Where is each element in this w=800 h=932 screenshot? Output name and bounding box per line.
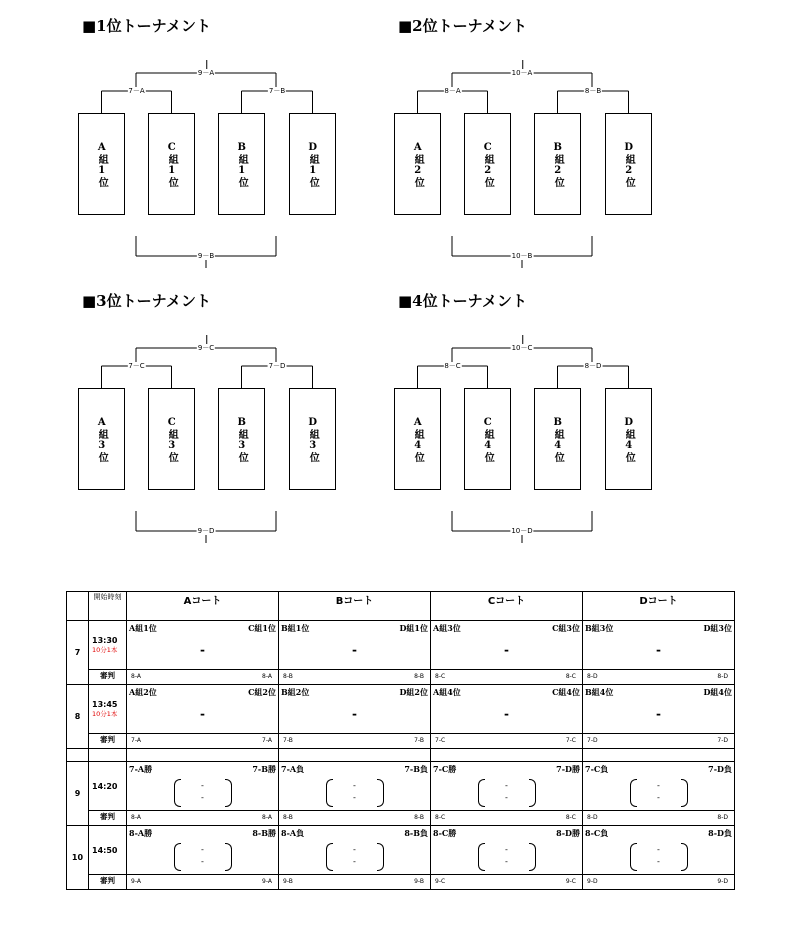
- round-number: 8: [67, 685, 89, 749]
- match-cell: [431, 621, 583, 670]
- match-team-right: 7-B勝: [252, 764, 276, 774]
- referee-left: 9-B: [283, 878, 293, 885]
- score-bracket: [478, 843, 536, 869]
- referee-right: 8-D: [717, 673, 728, 680]
- referee-label: 審判: [89, 670, 127, 685]
- score-dash: -: [505, 793, 508, 802]
- referee-left: 8-D: [587, 814, 598, 821]
- match-cell: [431, 826, 583, 875]
- referee-cell: [431, 811, 583, 826]
- schedule-spacer-row: [67, 749, 735, 762]
- score-dash: -: [200, 707, 205, 721]
- tournament-title: ■3位トーナメント: [82, 292, 212, 310]
- match-cell: [279, 685, 431, 734]
- score-dash: -: [657, 857, 660, 866]
- referee-right: 7-B: [414, 737, 424, 744]
- match-team-right: 7-D勝: [556, 764, 580, 774]
- referee-left: 7-A: [131, 737, 141, 744]
- team-box: [605, 388, 652, 490]
- tournament-title: ■4位トーナメント: [398, 292, 528, 310]
- referee-left: 7-D: [587, 737, 598, 744]
- score-bracket: [630, 843, 688, 869]
- team-box-label: D組1位: [307, 142, 319, 188]
- referee-row: [67, 875, 735, 890]
- header-court-d: Dコート: [583, 592, 735, 621]
- match-team-left: 8-A勝: [129, 828, 153, 838]
- team-box-label: B組2位: [552, 142, 564, 188]
- match-cell: [127, 762, 279, 811]
- match-team-left: 8-A負: [281, 828, 305, 838]
- score-dash: -: [657, 793, 660, 802]
- referee-left: 9-A: [131, 878, 141, 885]
- placement-match-label: 9－D: [197, 527, 215, 535]
- referee-cell: [431, 734, 583, 749]
- score-dash: -: [353, 845, 356, 854]
- match-cell: [127, 685, 279, 734]
- semi-left-match-label: 8－C: [444, 362, 461, 370]
- match-team-right: C組4位: [552, 687, 580, 697]
- score-bracket: [326, 779, 384, 805]
- match-cell: [279, 621, 431, 670]
- round-start-time: 14:20: [92, 781, 118, 791]
- referee-left: 8-B: [283, 814, 293, 821]
- match-team-left: 7-A勝: [129, 764, 153, 774]
- score-bracket: [630, 779, 688, 805]
- score-dash: -: [201, 857, 204, 866]
- semi-right-match-label: 8－B: [584, 87, 602, 95]
- team-box-label: C組2位: [482, 142, 494, 188]
- team-box: [464, 388, 511, 490]
- referee-left: 8-D: [587, 673, 598, 680]
- team-box-label: C組3位: [166, 417, 178, 463]
- round-time: [89, 685, 127, 734]
- score-dash: -: [201, 845, 204, 854]
- score-dash: -: [657, 781, 660, 790]
- semi-right-match-label: 7－D: [268, 362, 286, 370]
- referee-cell: [127, 811, 279, 826]
- match-team-left: B組4位: [585, 687, 614, 697]
- referee-cell: [279, 875, 431, 890]
- referee-right: 8-B: [414, 814, 424, 821]
- match-cell: [279, 826, 431, 875]
- referee-left: 8-C: [435, 814, 446, 821]
- referee-row: [67, 670, 735, 685]
- team-box-label: D組4位: [623, 417, 635, 463]
- round-time: [89, 621, 127, 670]
- score-dash: -: [200, 643, 205, 657]
- match-cell: [583, 685, 735, 734]
- score-dash: -: [656, 707, 661, 721]
- spacer-cell: [127, 749, 279, 762]
- referee-right: 7-C: [565, 737, 576, 744]
- schedule-table: [66, 591, 735, 890]
- round-format-note: 10分1本: [92, 710, 118, 718]
- match-team-left: A組3位: [433, 623, 461, 633]
- team-box-label: A組1位: [96, 142, 108, 188]
- referee-cell: [431, 670, 583, 685]
- match-team-left: 7-C勝: [433, 764, 457, 774]
- referee-left: 9-C: [435, 878, 446, 885]
- match-cell: [583, 762, 735, 811]
- match-team-left: B組3位: [585, 623, 614, 633]
- referee-right: 8-C: [565, 673, 576, 680]
- match-team-left: 7-C負: [585, 764, 609, 774]
- match-team-right: C組2位: [248, 687, 276, 697]
- semi-left-match-label: 8－A: [444, 87, 461, 95]
- score-dash: -: [504, 707, 509, 721]
- semi-left-match-label: 7－C: [128, 362, 145, 370]
- header-court-a: Aコート: [127, 592, 279, 621]
- match-team-right: C組3位: [552, 623, 580, 633]
- match-team-left: 8-C勝: [433, 828, 457, 838]
- header-court-b: Bコート: [279, 592, 431, 621]
- placement-match-label: 9－B: [197, 252, 215, 260]
- match-team-right: 8-D勝: [556, 828, 580, 838]
- referee-right: 8-A: [262, 673, 272, 680]
- match-team-right: 7-B負: [404, 764, 428, 774]
- match-team-right: 8-B勝: [252, 828, 276, 838]
- team-box-label: A組3位: [96, 417, 108, 463]
- placement-match-label: 10－B: [511, 252, 533, 260]
- referee-label: 審判: [89, 811, 127, 826]
- round-number: 10: [67, 826, 89, 890]
- round-format-note: 10分1本: [92, 646, 118, 654]
- round-time: [89, 826, 127, 875]
- referee-cell: [583, 670, 735, 685]
- referee-right: 9-A: [262, 878, 272, 885]
- match-cell: [431, 762, 583, 811]
- referee-label: 審判: [89, 734, 127, 749]
- team-box: [394, 388, 441, 490]
- score-dash: -: [353, 793, 356, 802]
- team-box-label: B組3位: [236, 417, 248, 463]
- match-cell: [431, 685, 583, 734]
- match-team-left: A組1位: [129, 623, 157, 633]
- referee-cell: [127, 734, 279, 749]
- spacer-cell: [279, 749, 431, 762]
- round-start-time: 14:50: [92, 845, 118, 855]
- spacer-cell: [583, 749, 735, 762]
- score-dash: -: [201, 793, 204, 802]
- score-bracket: [478, 779, 536, 805]
- spacer-cell: [89, 749, 127, 762]
- match-cell: [127, 621, 279, 670]
- score-dash: -: [201, 781, 204, 790]
- referee-right: 9-C: [565, 878, 576, 885]
- referee-left: 8-A: [131, 814, 141, 821]
- referee-right: 9-D: [717, 878, 728, 885]
- referee-right: 8-D: [717, 814, 728, 821]
- referee-left: 8-B: [283, 673, 293, 680]
- team-box-label: A組4位: [412, 417, 424, 463]
- referee-cell: [127, 875, 279, 890]
- score-dash: -: [505, 781, 508, 790]
- tournament-title: ■1位トーナメント: [82, 17, 212, 35]
- match-team-right: 8-D負: [708, 828, 732, 838]
- referee-cell: [431, 875, 583, 890]
- team-box-label: B組4位: [552, 417, 564, 463]
- score-dash: -: [352, 707, 357, 721]
- referee-left: 7-B: [283, 737, 293, 744]
- placement-match-label: 10－D: [511, 527, 533, 535]
- round-time: [89, 762, 127, 811]
- referee-cell: [279, 734, 431, 749]
- score-dash: -: [504, 643, 509, 657]
- referee-right: 7-A: [262, 737, 272, 744]
- referee-label: 審判: [89, 875, 127, 890]
- schedule-match-row: [67, 685, 735, 734]
- team-box: [534, 388, 581, 490]
- referee-left: 7-C: [435, 737, 446, 744]
- team-box-label: C組1位: [166, 142, 178, 188]
- match-team-right: D組4位: [703, 687, 732, 697]
- score-dash: -: [656, 643, 661, 657]
- referee-cell: [583, 811, 735, 826]
- team-box-label: B組1位: [236, 142, 248, 188]
- match-team-right: D組1位: [399, 623, 428, 633]
- referee-right: 8-A: [262, 814, 272, 821]
- schedule-match-row: [67, 826, 735, 875]
- score-dash: -: [353, 781, 356, 790]
- team-box-label: A組2位: [412, 142, 424, 188]
- match-team-right: 8-B負: [404, 828, 428, 838]
- score-bracket: [326, 843, 384, 869]
- score-dash: -: [352, 643, 357, 657]
- score-dash: -: [657, 845, 660, 854]
- round-number: 9: [67, 762, 89, 826]
- final-match-label: 10－A: [511, 69, 533, 77]
- match-team-left: A組4位: [433, 687, 461, 697]
- final-match-label: 9－A: [197, 69, 215, 77]
- match-cell: [583, 621, 735, 670]
- match-team-left: 7-A負: [281, 764, 305, 774]
- referee-cell: [279, 811, 431, 826]
- score-dash: -: [505, 857, 508, 866]
- referee-right: 7-D: [717, 737, 728, 744]
- team-box-label: D組3位: [307, 417, 319, 463]
- referee-right: 8-B: [414, 673, 424, 680]
- round-number: 7: [67, 621, 89, 685]
- semi-right-match-label: 8－D: [584, 362, 602, 370]
- match-team-right: D組2位: [399, 687, 428, 697]
- match-team-left: B組2位: [281, 687, 310, 697]
- referee-left: 8-A: [131, 673, 141, 680]
- final-match-label: 10－C: [511, 344, 533, 352]
- referee-row: [67, 811, 735, 826]
- match-team-left: 8-C負: [585, 828, 609, 838]
- spacer-cell: [67, 749, 89, 762]
- match-team-right: C組1位: [248, 623, 276, 633]
- header-court-c: Cコート: [431, 592, 583, 621]
- referee-row: [67, 734, 735, 749]
- score-dash: -: [353, 857, 356, 866]
- score-bracket: [174, 779, 232, 805]
- round-start-time: 13:30: [92, 636, 118, 645]
- referee-left: 9-D: [587, 878, 598, 885]
- spacer-cell: [431, 749, 583, 762]
- semi-left-match-label: 7－A: [128, 87, 145, 95]
- schedule-match-row: [67, 621, 735, 670]
- score-dash: -: [505, 845, 508, 854]
- tournament-title: ■2位トーナメント: [398, 17, 528, 35]
- final-match-label: 9－C: [197, 344, 215, 352]
- match-team-right: 7-D負: [708, 764, 732, 774]
- match-cell: [127, 826, 279, 875]
- header-blank: [67, 592, 89, 621]
- score-bracket: [174, 843, 232, 869]
- match-cell: [583, 826, 735, 875]
- semi-right-match-label: 7－B: [268, 87, 286, 95]
- referee-right: 8-C: [565, 814, 576, 821]
- match-cell: [279, 762, 431, 811]
- team-box-label: C組4位: [482, 417, 494, 463]
- referee-left: 8-C: [435, 673, 446, 680]
- match-team-left: A組2位: [129, 687, 157, 697]
- round-start-time: 13:45: [92, 700, 118, 709]
- schedule-header-row: [67, 592, 735, 621]
- referee-cell: [279, 670, 431, 685]
- match-team-left: B組1位: [281, 623, 310, 633]
- team-box-label: D組2位: [623, 142, 635, 188]
- schedule-match-row: [67, 762, 735, 811]
- referee-cell: [583, 734, 735, 749]
- referee-right: 9-B: [414, 878, 424, 885]
- referee-cell: [127, 670, 279, 685]
- header-start-time: 開始時刻: [89, 592, 127, 621]
- match-team-right: D組3位: [703, 623, 732, 633]
- referee-cell: [583, 875, 735, 890]
